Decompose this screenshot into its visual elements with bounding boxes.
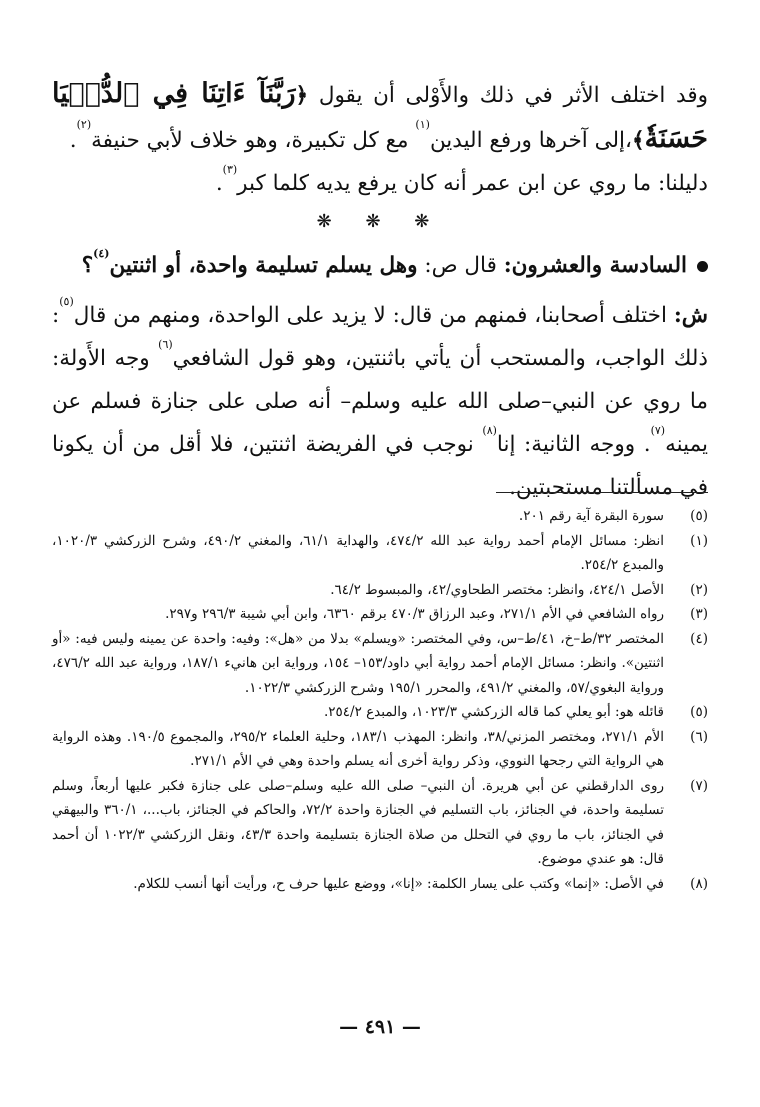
footnote-item: [52, 578, 708, 603]
footnote-ref: (٢): [76, 118, 92, 131]
footnote-item: [52, 504, 708, 529]
footnote-divider: [496, 492, 708, 493]
paragraph-2: دليلنا: ما روي عن ابن عمر أنه كان يرفع يديه كلما كبر$^{(٣)}$.: [215, 163, 708, 196]
main-text: [52, 72, 708, 509]
footnote-number: (٦): [690, 728, 708, 745]
section-separator: ❋ ❋ ❋: [316, 211, 444, 232]
quran-close-bracket: ﴾: [631, 128, 645, 153]
paragraph-3: ش: اختلف أصحابنا، فمنهم من قال: لا يزيد على الواحدة، ومنهم من قال$^{(٥)}$: ذلك الواجب، والمستحب أن يأتي باثنتين، وهو قول الشافعي$^{(٦)}$ وجه الأَولة: ما روي عن النبي–صلى الله عليه وسلم– أنه صلى على جنازة فسلم عن يمينه$^{(٧)}$. ووجه الثانية: إنا$^{(٨)}$ نوجب في الفريضة اثنتين، فلا أقل من أن يكونا في مسألتنا مستحبتين.: [52, 295, 708, 500]
footnote-item: [52, 602, 708, 627]
footnote-item: [52, 774, 708, 872]
footnote-number: (٥): [690, 508, 708, 524]
footnotes: [52, 504, 708, 896]
footnote-number: (٣): [690, 606, 708, 622]
footnote-text: قائله هو: أبو يعلي كما قاله الزركشي ١٠٢٣/٣، والمبدع ٢٥٤/٢.: [323, 704, 664, 720]
footnote-text: الأصل ٤٢٤/١، وانظر: مختصر الطحاوي/٤٢، والمبسوط ٦٤/٢.: [330, 581, 664, 598]
footnote-ref: (٧): [650, 424, 666, 437]
page-number: — ٤٩١ —: [339, 1016, 421, 1038]
quran-open-bracket: ﴿: [295, 83, 309, 108]
footnote-item: [52, 529, 708, 578]
footnote-number: (٤): [690, 630, 708, 647]
paragraph-1: وقد اختلف الأثر في ذلك والأَوْلى أن يقول ﴿رَبَّنَآ ءَاتِنَا فِي ٱلدُّنۡيَا حَسَنَةٗ﴾،إلى آخرها ورفع اليدين$^{(١)}$ مع كل تكبيرة، وهو خلاف لأبي حنيفة$^{(٢)}$.: [52, 78, 708, 154]
footnote-number: (٧): [690, 777, 708, 794]
quran-verse: رَبَّنَآ ءَاتِنَا فِي ٱلدُّنۡيَا حَسَنَةٗ: [52, 78, 708, 154]
issue-heading: السادسة والعشرون: قال ص: وهل يسلم تسليمة واحدة، أو اثنتين$^{(٤)}$؟: [52, 246, 708, 286]
footnote-text: الأم ٢٧١/١، ومختصر المزني/٣٨، وانظر: المهذب ١٨٣/١، وحلية العلماء ٢٩٥/٢، والمجموع ١٩٠/٥. وهذه الرواية هي الرواية التي رجحها النووي، وذكر رواية أخرى أنه يسلم واحدة وهي في الأم ٢٧١/١.: [52, 728, 664, 769]
bullet-icon: [697, 261, 708, 272]
footnote-ref: (٨): [482, 424, 497, 437]
footnote-text: روى الدارقطني عن أبي هريرة. أن النبي– صلى الله عليه وسلم–صلى على جنازة فكبر عليها أربعاً، وسلم تسليمة واحدة، في الجنائز، باب التسليم في الجنازة واحدة ٧٢/٢، والحاكم في الجنائز، باب...، ٣٦٠/١ والبيهقي في الجنائز، باب ما روي في التحلل من صلاة الجنازة بتسليمة واحدة ٤٣/٣، ونقل الزركشي ١٠٢٢/٣ أن أحمد قال: هو عندي موضوع.: [52, 777, 664, 867]
sharh-marker: ش:: [673, 303, 708, 328]
footnote-ref: (٤): [93, 247, 110, 260]
footnote-ref: (٣): [222, 163, 238, 176]
footnote-item: [52, 725, 708, 774]
footnote-text: رواه الشافعي في الأم ٢٧١/١، وعبد الرزاق ٤٧٠/٣ برقم ٦٣٦٠، وابن أبي شيبة ٢٩٦/٣ و٢٩٧.: [165, 606, 664, 622]
footnote-number: (٢): [690, 581, 708, 598]
footnote-ref: (٥): [59, 295, 74, 308]
footnote-number: (١): [690, 532, 708, 549]
footnote-item: [52, 872, 708, 897]
footnote-number: (٥): [690, 704, 708, 720]
footnote-text: انظر: مسائل الإمام أحمد رواية عبد الله ٤٧٤/٢، والهداية ٦١/١، والمغني ٤٩٠/٢، وشرح الزركشي ١٠٢٠/٣، والمبدع ٢٥٤/٢.: [52, 532, 665, 573]
footnote-ref: (١): [415, 118, 430, 131]
footnote-text: المختصر ٣٢/ط–خ، ٤١/ط–س، وفي المختصر: «ويسلم» بدلا من «هل»: وفيه: واحدة عن يمينه وليس فيه: «أو اثنتين». وانظر: مسائل الإمام أحمد رواية أبي داود/١٥٣– ١٥٤، ورواية ابن هانيء ١٨٧/١، ورواية عبد الله ٤٧٦/٢، ورواية البغوي/٥٧، والمغني ٤٩١/٢، والمحرر ١٩٥/١ وشرح الزركشي ١٠٢٢/٣.: [52, 630, 665, 696]
footnote-ref: (٦): [158, 338, 173, 351]
footnote-text: سورة البقرة آية رقم ٢٠١.: [518, 508, 664, 524]
footnote-item: [52, 627, 708, 701]
footnote-text: في الأصل: «إنما» وكتب على يسار الكلمة: «إنا»، ووضع عليها حرف ح، ورأيت أنها أنسب للكلام.: [133, 875, 664, 892]
footnote-number: (٨): [690, 875, 708, 892]
footnote-item: [52, 700, 708, 725]
